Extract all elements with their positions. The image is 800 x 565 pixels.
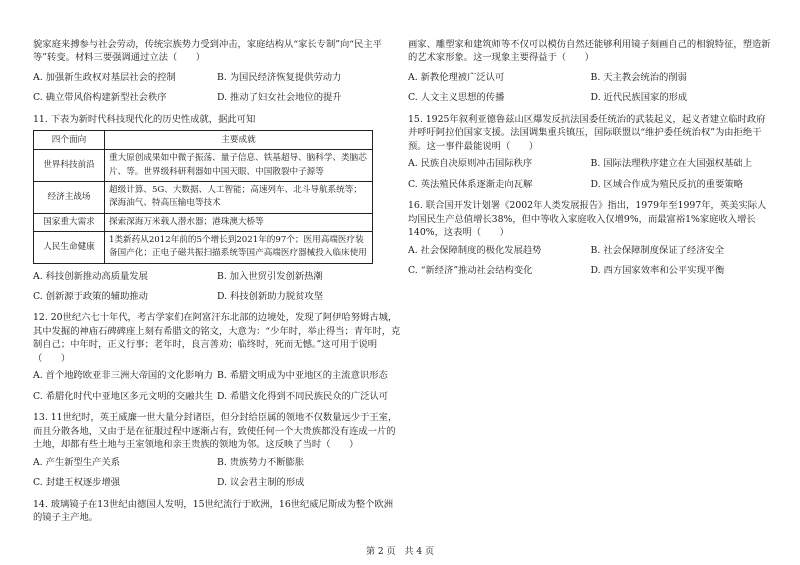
q15-option-b: B. 国际法理秩序建立在大国强权基础上 bbox=[590, 158, 752, 170]
q14-option-a: A. 新教伦理被广泛认可 bbox=[408, 71, 505, 83]
q13-stem: 13. 11世纪时，英王威廉一世大量分封诸臣，但分封给臣属的领地不仅数量远少于王室，而且分散各地，又由于是在征服过程中逐渐占有，致使任何一个大贵族都没有连成一片的土地，却都有些土地与王室领地和亲王贵族的领地为邻。这反映了当时（ ） bbox=[33, 412, 398, 451]
page-number: 第 2 页 共 4 页 bbox=[366, 547, 434, 557]
q16-option-d: D. 西方国家效率和公平实现平衡 bbox=[590, 265, 725, 277]
table-header: 主要成就 bbox=[105, 131, 373, 150]
q10-options bbox=[33, 71, 401, 105]
q12-option-b: B. 希腊文明成为中亚地区的主流意识形态 bbox=[217, 370, 388, 382]
right-column bbox=[408, 38, 773, 286]
table-row bbox=[34, 181, 373, 213]
q12-option-a: A. 首个地跨欧亚非三洲大帝国的文化影响力 bbox=[33, 370, 213, 382]
q11-option-a: A. 科技创新推动高质量发展 bbox=[33, 270, 148, 282]
q11-option-b: B. 加入世贸引发创新热潮 bbox=[217, 270, 323, 282]
q12-options bbox=[33, 369, 401, 403]
q11-option-d: D. 科技创新助力脱贫攻坚 bbox=[217, 291, 324, 302]
q12-stem: 12. 20世纪六七十年代，考古学家们在阿富汗东北部的边境处，发现了阿伊哈努姆古城，其中发掘的神庙石碑碑座上刻有希腊文的铭文，大意为：“少年时，举止得当；青年时，克制自己；中年时，正义行事；老年时，良言善劝；临终时，死而无憾。”这可用于说明（ ） bbox=[33, 312, 401, 364]
q14-option-c: C. 人文主义思想的传播 bbox=[408, 92, 505, 104]
q13-option-d: D. 议会君主制的形成 bbox=[217, 477, 305, 489]
q10-option-a: A. 加强新生政权对基层社会的控制 bbox=[33, 71, 176, 83]
q13-option-a: A. 产生新型生产关系 bbox=[33, 456, 120, 468]
table-cell-area: 国家重大需求 bbox=[34, 213, 105, 231]
q10-option-c: C. 确立带风俗构建新型社会秩序 bbox=[33, 92, 167, 104]
table-cell-area: 世界科技前沿 bbox=[34, 150, 105, 182]
q16-stem: 16. 联合国开发计划署《2002年人类发展报告》指出，1979年至1997年，英美实际人均国民生产总值增长38%，但中等收入家庭收入仅增9%，而最富裕1%家庭收入增长140%，这表明（ ） bbox=[408, 200, 767, 239]
table-cell-achievement: 重大原创成果如中微子振荡、量子信息、铁基超导、脑科学、类脑芯片、等。世界级科研利器如中国天眼、中国散裂中子源等 bbox=[105, 150, 373, 182]
table-row bbox=[34, 231, 373, 263]
q13-option-c: C. 封建王权逐步增强 bbox=[33, 477, 121, 489]
q14-option-b: B. 天主教会统治的削弱 bbox=[590, 71, 687, 83]
q10-option-b: B. 为国民经济恢复提供劳动力 bbox=[217, 71, 342, 83]
q12-option-d: D. 希腊文化得到不同民族民众的广泛认可 bbox=[217, 390, 389, 402]
q15-option-a: A. 民族自决原则冲击国际秩序 bbox=[408, 158, 533, 170]
q10-material-text: 貌家庭来搏参与社会劳动，传统宗族势力受到冲击，家庭结构从“家长专制”向“民主平等”转变。材料三要强调通过立法（ ） bbox=[33, 39, 382, 64]
q14-stem-continued: 画家、雕塑家和建筑师等不仅可以模仿自然还能够利用镜子刻画自己的相貌特征，塑造新的艺术家形象。这一现象主要得益于（ ） bbox=[408, 39, 771, 64]
q16-options bbox=[408, 244, 773, 278]
q15-stem: 15. 1925年叙利亚德鲁兹山区爆发反抗法国委任统治的武装起义，起义者建立临时政府并呼吁阿拉伯国家支援。法国调集重兵镇压，国际联盟以“维护委任统治权”为由拒绝干预。这一事件最能说明（ ） bbox=[408, 113, 766, 152]
q13-option-b: B. 贵族势力不断膨胀 bbox=[217, 456, 305, 468]
q10-option-d: D. 推动了妇女社会地位的提升 bbox=[217, 92, 342, 104]
table-cell-area: 经济主战场 bbox=[34, 181, 105, 213]
q11-options bbox=[33, 270, 401, 304]
q14-stem: 14. 玻璃镜子在13世纪由德国人发明，15世纪流行于欧洲，16世纪威尼斯成为整个欧洲的镜子主产地。 bbox=[33, 498, 394, 524]
table-cell-achievement: 超级计算、5G、大数据、人工智能；高速列车、北斗导航系统等；深海油气、特高压输电等技术 bbox=[105, 181, 373, 213]
q16-option-b: B. 社会保障制度保证了经济安全 bbox=[590, 244, 725, 256]
table-cell-area: 人民生命健康 bbox=[34, 231, 105, 263]
q16-option-a: A. 社会保障制度的极化发展趋势 bbox=[408, 244, 542, 256]
q14-options bbox=[408, 71, 773, 105]
achievements-table bbox=[33, 130, 373, 263]
table-cell-achievement: 1类新药从2012年前的5个增长到2021年的97个；医用高端医疗装备国产化；正电子磁共振扫描系统等国产高端医疗器械投入临床使用 bbox=[105, 231, 373, 263]
table-cell-achievement: 探索深海万米载人潜水器；港珠澳大桥等 bbox=[105, 213, 373, 231]
q11-stem: 11. 下表为新时代科技现代化的历史性成就，据此可知 bbox=[33, 113, 256, 125]
table-row bbox=[34, 213, 373, 231]
q12-option-c: C. 希腊化时代中亚地区多元文明的交融共生 bbox=[33, 390, 214, 402]
table-row bbox=[34, 150, 373, 182]
table-header-row bbox=[34, 131, 373, 150]
q13-options bbox=[33, 456, 401, 490]
q11-option-c: C. 创新源于政策的辅助推动 bbox=[33, 291, 148, 302]
q15-option-d: D. 区域合作成为殖民反抗的重要策略 bbox=[590, 178, 743, 190]
q15-options bbox=[408, 157, 773, 191]
q16-option-c: C. “新经济”推动社会结构变化 bbox=[408, 265, 533, 277]
q15-option-c: C. 英法殖民体系逐渐走向瓦解 bbox=[408, 178, 533, 190]
table-header: 四个面向 bbox=[34, 131, 105, 150]
q14-option-d: D. 近代民族国家的形成 bbox=[590, 92, 688, 104]
left-column bbox=[33, 38, 401, 529]
